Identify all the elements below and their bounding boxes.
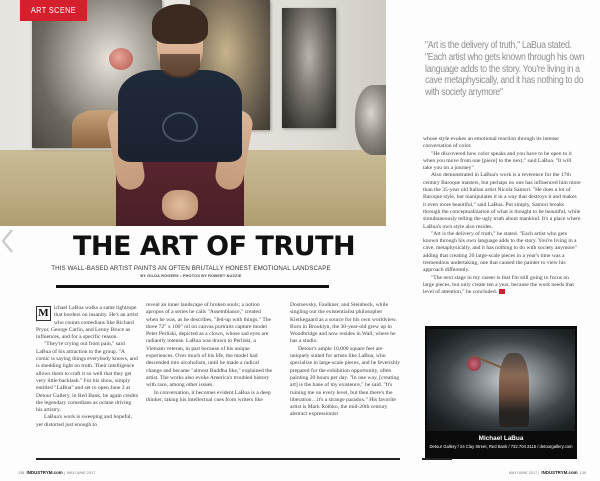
paragraph <box>423 275 581 297</box>
ad-gallery-info: Detour Gallery / 24 Clay Street, Red Bank / 732.704.3115 / detourgallery.com <box>429 444 573 449</box>
bottom-rule <box>36 458 400 460</box>
gallery-advertisement[interactable] <box>425 326 577 459</box>
hair <box>152 4 208 44</box>
section-tag[interactable]: ART SCENE <box>20 0 87 21</box>
hero-photo <box>0 0 386 226</box>
deck-subtitle: THIS WALL-BASED ARTIST PAINTS AN OFTEN BRUTALLY HONEST EMOTIONAL LANDSCAPE <box>51 265 331 272</box>
brand-name: INDUSTRYM.com <box>26 470 63 475</box>
paragraph: whose style evokes an emotional reaction through its intense conversation of color. <box>423 136 559 150</box>
sculpture <box>355 85 386 155</box>
ad-artwork-image <box>427 329 575 431</box>
issue-date: MAY/JUNE 2017 <box>66 471 96 475</box>
page-number: 139 <box>579 471 586 475</box>
byline: BY GILDA ROGERS • PHOTOS BY ROBERT NUZZIE <box>140 274 242 278</box>
folio-right: MAY/JUNE 2017 | INDUSTRYM.com 139 <box>508 470 586 475</box>
paragraph: Also demonstrated in LaBua's work is a reverence for the 17th century Baroque masters, but perhaps no one has influenced him more than the 35-year old Italian artist Nicola Samori. "He does a lot of Baroque style, but manipulates it in a way that destroys it and makes it even more beautiful," said LaBua. Put simply, Samori breaks through the conceptualization of what is thought to be beautiful, while simultaneously telling the ugly truth about mankind. It's a place where LaBua's own style also resides. <box>423 172 581 230</box>
paragraph: "They're crying out from pain," said LaBua of his attraction to the group. "A comic is saying things everybody knows, and is shedding light on truth. Their intelligence allows them to craft it so well that they get very little backlash." For his show, simply entitled "LaBua" and set to open June 3 at Detour Gallery, in Red Bank, he again credits the legendary comedians as octane driving his artistry. <box>36 341 139 414</box>
body-column-1 <box>36 305 139 429</box>
bindle-bundle <box>467 357 481 371</box>
paragraph: "Art is the delivery of truth," he stated. "Each artist who gets known through his own language adds to the story. You're living in a cave, metaphysically, and it has nothing to do with society anymore" adding that creating 20 large-scale pieces in a year's time was a tremendous undertaking, one that caused the painter to view his approach differently. <box>423 230 577 274</box>
artist-portrait <box>110 4 250 226</box>
body-column-3 <box>290 302 402 419</box>
paragraph-text: ichael LaBua walks a same tightrope that borders on insanity. He's an artist who counts comedians like Richard Pryor, George Carlin, and Lenny Bruce as influences, and for a specific reason. <box>36 305 139 341</box>
paragraph: Dostoevsky, Faulkner, and Steinbeck, while singling out the existentialist philosopher Kierkegaard as a source for his own worldview. Born in Brooklyn, the 30-year-old grew up in Woodbridge and now resides in Wall, where he has a studio. <box>290 302 397 345</box>
folio-left: 138 INDUSTRYM.com | MAY/JUNE 2017 <box>18 470 96 475</box>
chevron-left-icon[interactable] <box>0 228 14 254</box>
paragraph: LaBua's work is sweeping and hopeful, yet distorted just enough to <box>36 414 133 428</box>
headline: THE ART OF TRUTH <box>73 231 356 262</box>
divider-rule <box>56 285 329 288</box>
issue-date: MAY/JUNE 2017 <box>508 471 538 475</box>
ad-caption <box>425 434 577 451</box>
end-mark-icon <box>499 289 505 294</box>
paragraph-text: "The next stage in my career is that I'm still going to focus on large pieces, but only create ten a year, because the work needs that level of attention," he concluded. <box>423 274 574 296</box>
ad-artist-name: Michael LaBua <box>478 435 524 442</box>
bowler-hat-painting <box>282 8 336 128</box>
clasped-hands <box>162 190 198 220</box>
brand-name: INDUSTRYM.com <box>541 470 578 475</box>
drop-cap: M <box>36 306 51 321</box>
shirt-print <box>162 112 198 142</box>
beard <box>160 54 200 78</box>
body-column-4 <box>423 136 581 297</box>
paragraph <box>36 305 139 341</box>
paragraph: Detour's ample 10,000 square feet are uniquely suited for artists like LaBua, who specialize in large-scale pieces, and he feverishly prepared for the exhibition opportunity, often painting 20 hours per day. "In one way, [creating art] is the bane of my existence," he said. "It's ruining me on every level, but then there's the liberation…it's a strange paradox." His favorite artist is Mark Rothko, the mid-20th century abstract expressionist <box>290 345 401 418</box>
paragraph: In conversation, it becomes evident LaBua is a deep thinker, taking his intellectual cues from writers like <box>146 389 271 403</box>
bottom-rule-right <box>422 458 452 460</box>
painted-child-figure <box>499 353 529 427</box>
paragraph: "He discovered how color speaks and you have to be open to it when you move from one [piece] to the next," said LaBua. "It will take you on a journey" <box>423 150 572 172</box>
pull-quote: "Art is the delivery of truth," LaBua stated. "Each artist who gets known through his own language adds to the story. You're living in a cave metaphysically, and it has nothing to do with society anymore" <box>425 40 585 99</box>
paragraph: reveal an inner landscape of broken souls; a notion apropos of a series he calls "Assemblance," created when he was, as he describes, "fed-up with things." The three 72" x 100" oil on canvas portraits capture model Peter Perliski, depicted as a clown, whose sad eyes are radiantly intense. LaBua was drawn to Perliski, a Vietnam veteran, in part because of his unique experiences. Over much of his life, the model had descended into alcoholism, until he made a radical change and became "almost Buddha like," explained the artist. The works also evoke America's troubled history with race, among other issues. <box>146 302 273 389</box>
body-column-2 <box>146 302 274 404</box>
page-number: 138 <box>18 471 25 475</box>
